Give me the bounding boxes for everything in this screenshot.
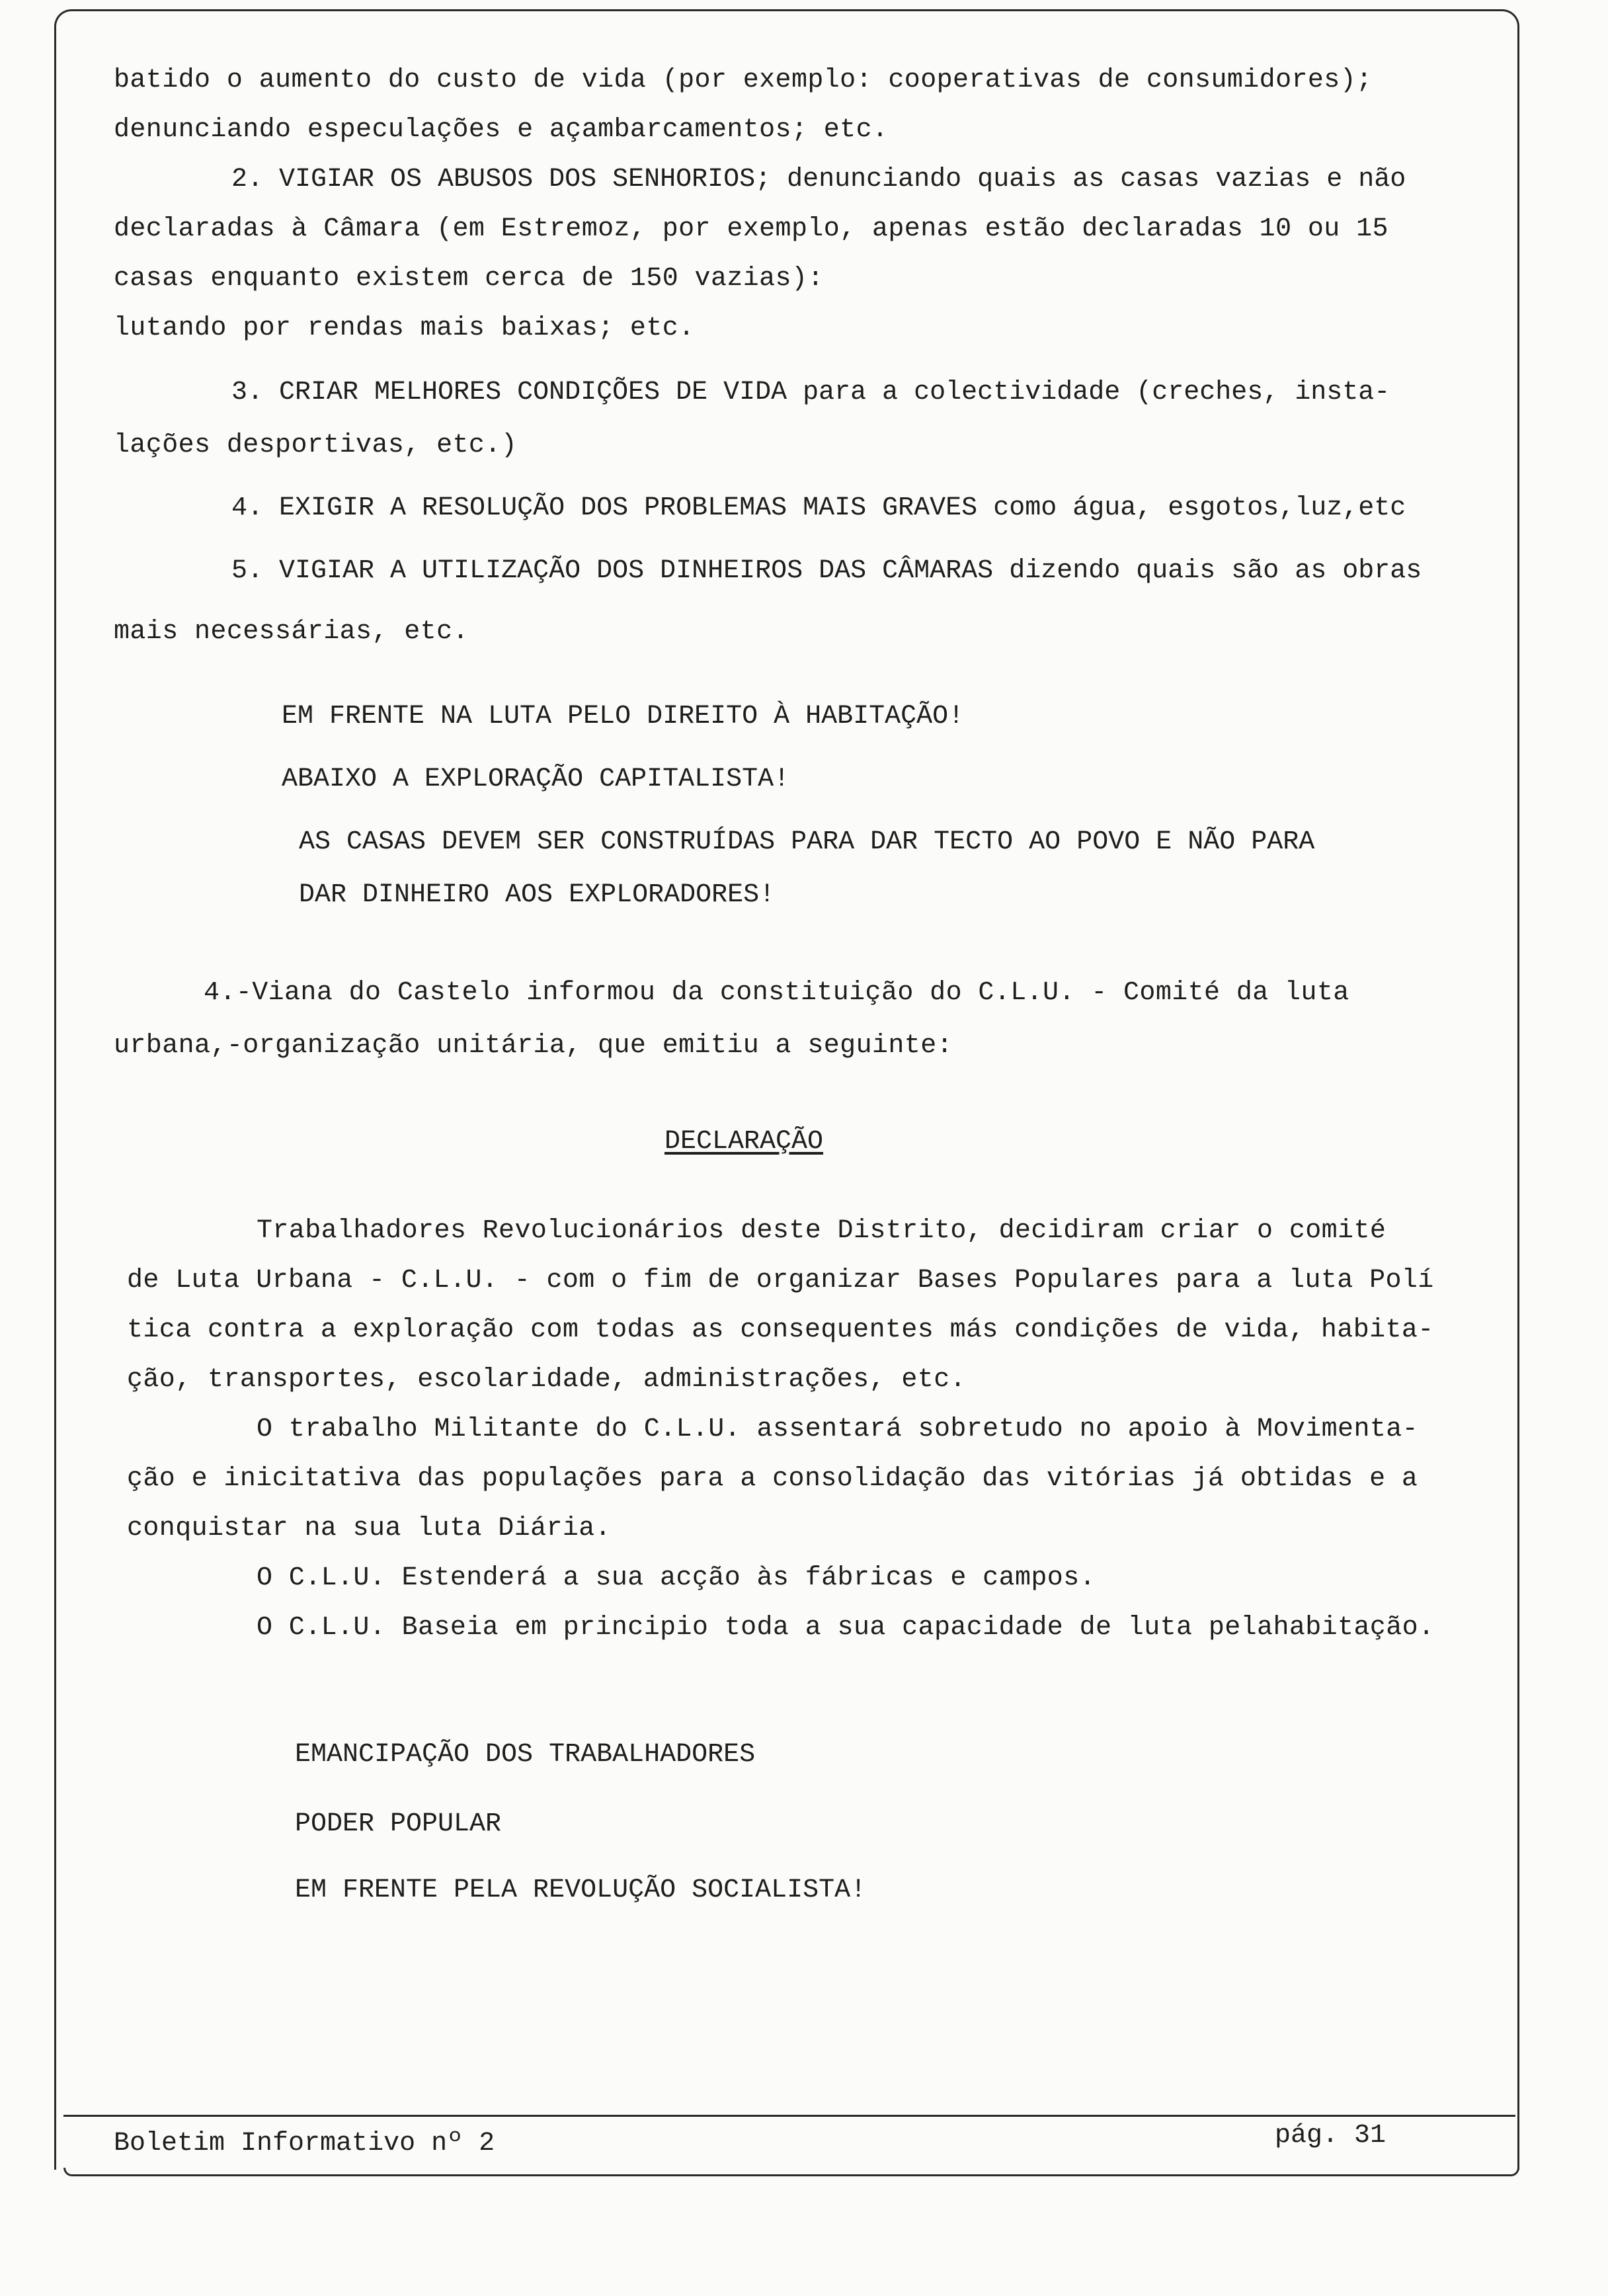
declaration-line: O C.L.U. Estenderá a sua acção às fábricas e campos. xyxy=(257,1563,1096,1593)
section-intro: 4.-Viana do Castelo informou da constituição do C.L.U. - Comité da luta xyxy=(204,978,1349,1008)
declaration-line: conquistar na sua luta Diária. xyxy=(127,1514,612,1543)
slogan: PODER POPULAR xyxy=(295,1809,502,1839)
list-item-4: 4. EXIGIR A RESOLUÇÃO DOS PROBLEMAS MAIS GRAVES como água, esgotos,luz,etc xyxy=(231,493,1406,523)
text-line: casas enquanto existem cerca de 150 vazias): xyxy=(114,264,824,294)
slogan: EM FRENTE NA LUTA PELO DIREITO À HABITAÇÃO! xyxy=(282,702,965,731)
list-item-5: 5. VIGIAR A UTILIZAÇÃO DOS DINHEIROS DAS CÂMARAS dizendo quais são as obras xyxy=(231,556,1422,586)
text-line: lações desportivas, etc.) xyxy=(114,430,518,460)
declaration-line: ção, transportes, escolaridade, administrações, etc. xyxy=(127,1365,967,1395)
text-line: mais necessárias, etc. xyxy=(114,617,469,647)
text-line: declaradas à Câmara (em Estremoz, por exemplo, apenas estão declaradas 10 ou 15 xyxy=(114,214,1388,244)
slogan: DAR DINHEIRO AOS EXPLORADORES! xyxy=(299,880,776,910)
slogan: ABAIXO A EXPLORAÇÃO CAPITALISTA! xyxy=(282,764,790,794)
list-item-2: 2. VIGIAR OS ABUSOS DOS SENHORIOS; denunciando quais as casas vazias e não xyxy=(231,165,1406,194)
declaration-line: de Luta Urbana - C.L.U. - com o fim de organizar Bases Populares para a luta Polí xyxy=(127,1266,1434,1295)
slogan: EM FRENTE PELA REVOLUÇÃO SOCIALISTA! xyxy=(295,1875,867,1905)
section-intro: urbana,-organização unitária, que emitiu a seguinte: xyxy=(114,1031,953,1061)
text-line: lutando por rendas mais baixas; etc. xyxy=(114,313,695,343)
list-item-3: 3. CRIAR MELHORES CONDIÇÕES DE VIDA para a colectividade (creches, insta- xyxy=(231,378,1390,407)
declaration-line: O trabalho Militante do C.L.U. assentará sobretudo no apoio à Movimenta- xyxy=(257,1414,1419,1444)
slogan: EMANCIPAÇÃO DOS TRABALHADORES xyxy=(295,1740,756,1770)
publication-title: Boletim Informativo nº 2 xyxy=(114,2129,495,2158)
slogan: AS CASAS DEVEM SER CONSTRUÍDAS PARA DAR TECTO AO POVO E NÃO PARA xyxy=(299,827,1315,857)
declaration-title: DECLARAÇÃO xyxy=(664,1127,824,1157)
text-line: denunciando especulações e açambarcamentos; etc. xyxy=(114,115,889,145)
text-line: batido o aumento do custo de vida (por exemplo: cooperativas de consumidores); xyxy=(114,65,1373,95)
declaration-line: ção e inicitativa das populações para a consolidação das vitórias já obtidas e a xyxy=(127,1464,1418,1494)
declaration-line: tica contra a exploração com todas as consequentes más condições de vida, habita- xyxy=(127,1315,1434,1345)
footer-rule xyxy=(63,2115,1515,2117)
footer-frame xyxy=(63,2168,1519,2176)
declaration-line: O C.L.U. Baseia em principio toda a sua capacidade de luta pelahabitação. xyxy=(257,1613,1435,1643)
declaration-line: Trabalhadores Revolucionários deste Distrito, decidiram criar o comité xyxy=(257,1216,1387,1246)
page-number: pág. 31 xyxy=(1275,2121,1387,2151)
